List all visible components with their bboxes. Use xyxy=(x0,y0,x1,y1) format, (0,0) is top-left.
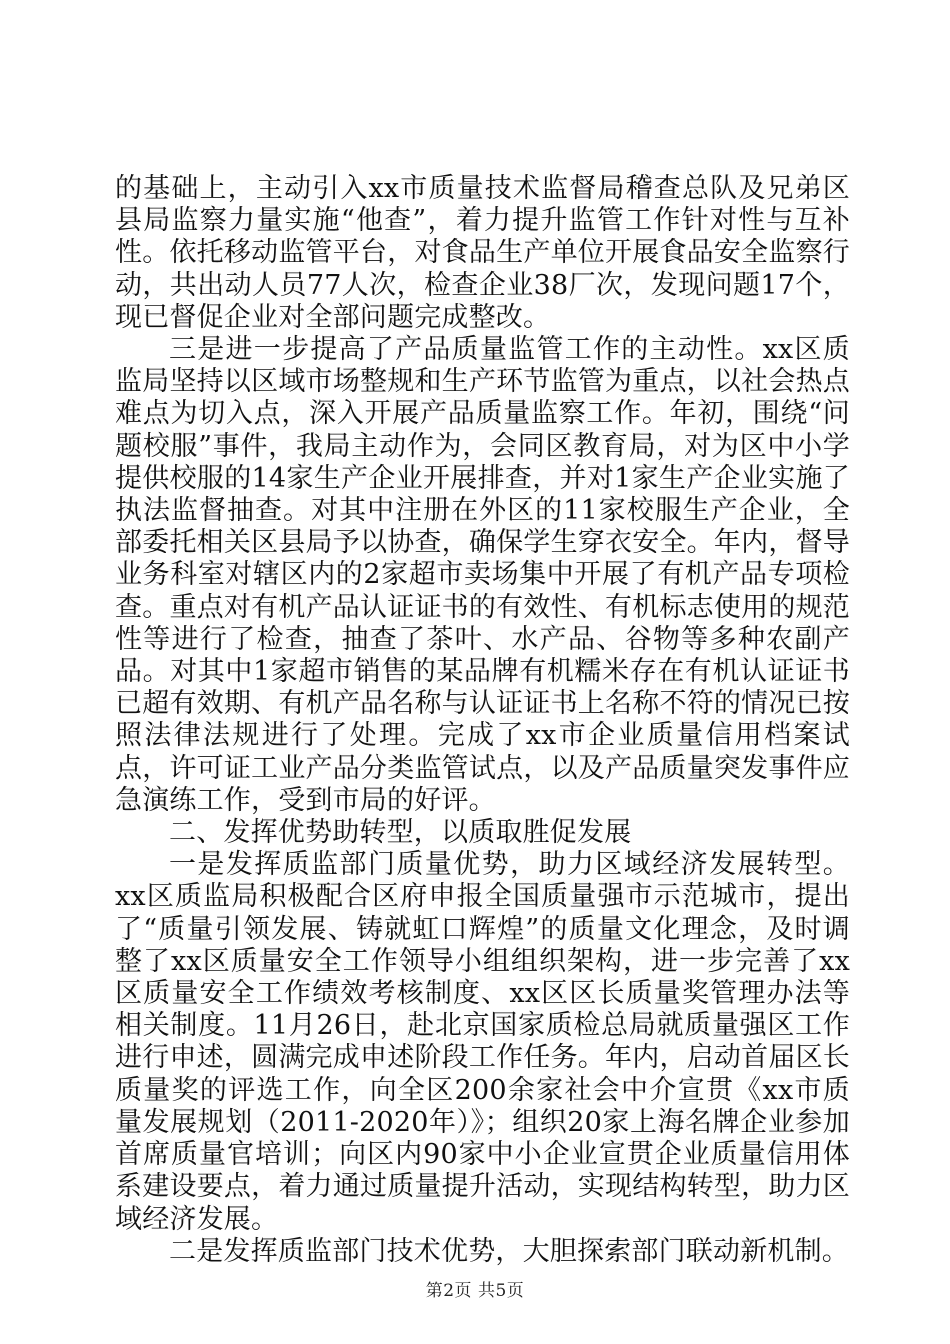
document-body xyxy=(115,173,850,1268)
paragraph-quality-advantage: 一是发挥质监部门质量优势，助力区域经济发展转型。xx区质监局积极配合区府申报全国质量强市示范城市，提出了“质量引领发展、铸就虹口辉煌”的质量文化理念，及时调整了xx区质量安全工作领导小组组织架构，进一步完善了xx区质量安全工作绩效考核制度、xx区区长质量奖管理办法等相关制度。11月26日，赴北京国家质检总局就质量强区工作进行申述，圆满完成申述阶段工作任务。年内，启动首届区长质量奖的评选工作，向全区200余家社会中介宣贯《xx市质量发展规划（2011-2020年）》；组织20家上海名牌企业参加首席质量官培训；向区内90家中小企业宣贯企业质量信用体系建设要点，着力通过质量提升活动，实现结构转型，助力区域经济发展。 xyxy=(115,849,850,1235)
page-number-footer: 第2页 共5页 xyxy=(425,1281,525,1301)
paragraph-product-quality: 三是进一步提高了产品质量监管工作的主动性。xx区质监局坚持以区域市场整规和生产环节监管为重点，以社会热点难点为切入点，深入开展产品质量监察工作。年初，围绕“问题校服”事件，我局主动作为，会同区教育局，对为区中小学提供校服的14家生产企业开展排查，并对1家生产企业实施了执法监督抽查。对其中注册在外区的11家校服生产企业，全部委托相关区县局予以协查，确保学生穿衣安全。年内，督导业务科室对辖区内的2家超市卖场集中开展了有机产品专项检查。重点对有机产品认证证书的有效性、有机标志使用的规范性等进行了检查，抽查了茶叶、水产品、谷物等多种农副产品。对其中1家超市销售的某品牌有机糯米存在有机认证证书已超有效期、有机产品名称与认证证书上名称不符的情况已按照法律法规进行了处理。完成了xx市企业质量信用档案试点，许可证工业产品分类监管试点，以及产品质量突发事件应急演练工作，受到市局的好评。 xyxy=(115,334,850,816)
paragraph-technical-advantage: 二是发挥质监部门技术优势，大胆探索部门联动新机制。 xyxy=(169,1235,849,1267)
section-heading-two: 二、发挥优势助转型，以质取胜促发展 xyxy=(169,817,632,849)
paragraph-continuation: 的基础上，主动引入xx市质量技术监督局稽查总队及兄弟区县局监察力量实施“他查”，着力提升监管工作针对性与互补性。依托移动监管平台，对食品生产单位开展食品安全监察行动，共出动人员77人次，检查企业38厂次，发现问题17个，现已督促企业对全部问题完成整改。 xyxy=(115,173,850,333)
